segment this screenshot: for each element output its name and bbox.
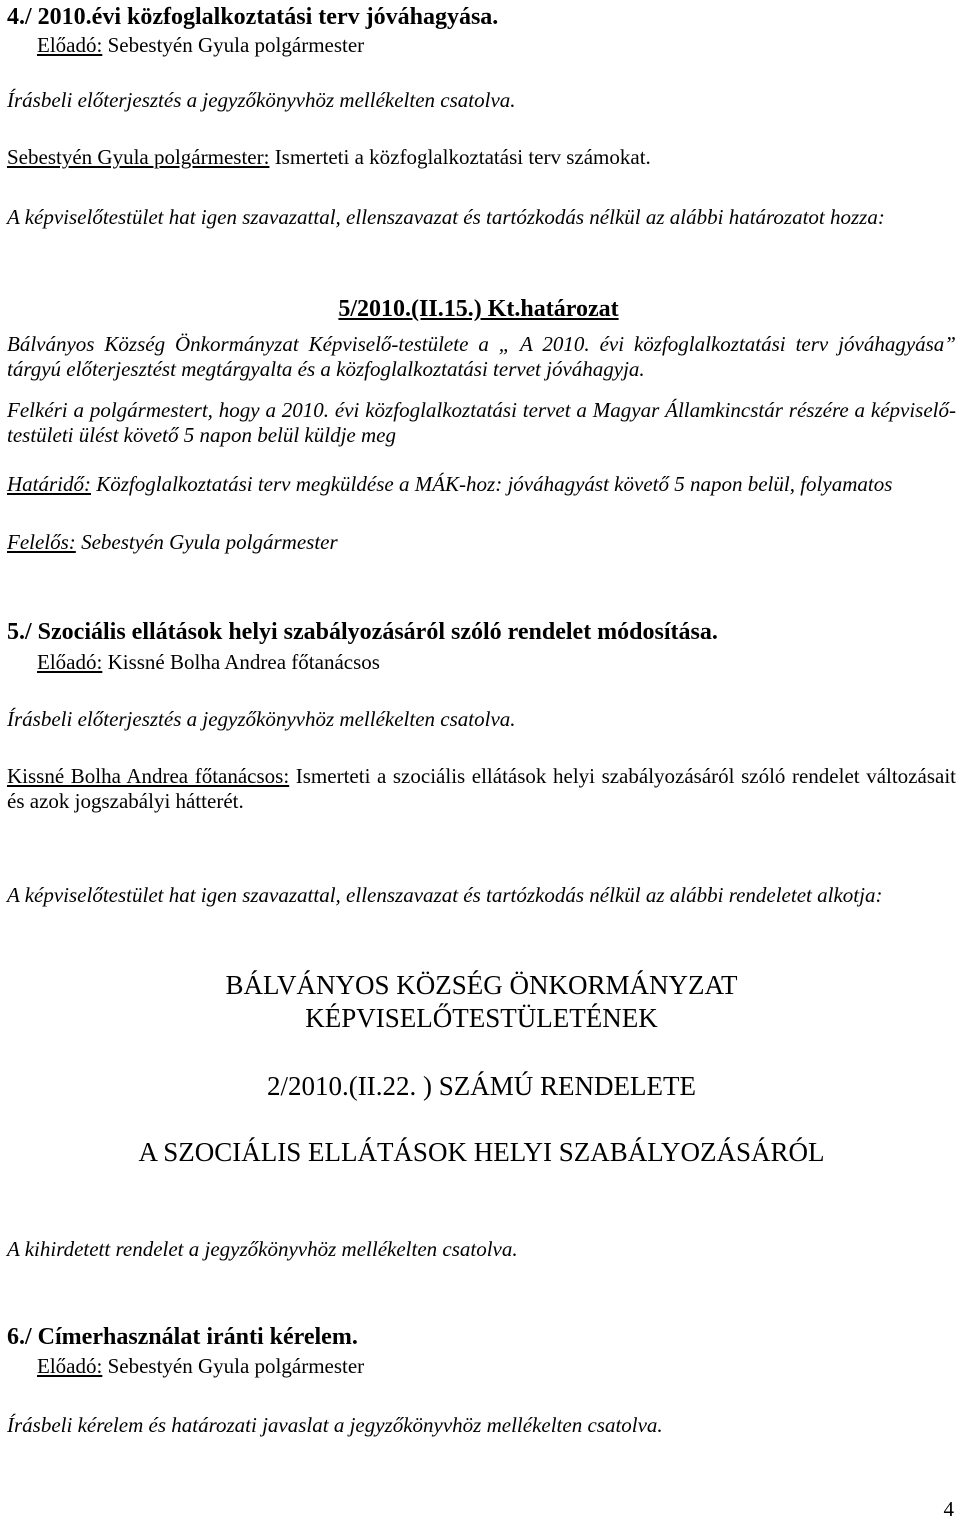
speaker-text: Ismerteti a közfoglalkoztatási terv számokat. (269, 145, 651, 169)
item5-speaker (7, 764, 956, 814)
decree-header (7, 969, 956, 1035)
resolution-deadline (7, 472, 956, 497)
item6-presenter (7, 1354, 956, 1379)
written-note-text: Írásbeli előterjesztés a jegyzőkönyvhöz mellékelten csatolva. (7, 707, 516, 731)
resolution-request-text: Felkéri a polgármestert, hogy a 2010. évi közfoglalkoztatási tervet a Magyar Államkincstár részére a képviselő-testületi ülést követő 5 napon belül küldje meg (7, 398, 956, 447)
resolution-responsible (7, 530, 956, 555)
item5-written-note (7, 707, 956, 732)
presenter-name: Sebestyén Gyula polgármester (102, 1354, 365, 1378)
item4-presenter (7, 33, 956, 58)
written-note-text: Írásbeli előterjesztés a jegyzőkönyvhöz mellékelten csatolva. (7, 88, 516, 112)
resolution-number-text: 5/2010.(II.15.) Kt.határozat (338, 296, 619, 322)
resolution-body-text: Bálványos Község Önkormányzat Képviselő-testülete a „ A 2010. évi közfoglalkoztatási terv jóváhagyása” tárgyú előterjesztést megtárgyalta és a közfoglalkoztatási tervet jóváhagyja. (7, 332, 956, 381)
decree-subject (7, 1136, 956, 1169)
item5-title (7, 617, 956, 647)
item5-vote (7, 883, 956, 908)
speaker-label: Kissné Bolha Andrea főtanácsos: (7, 764, 290, 788)
decree-announced-text: A kihirdetett rendelet a jegyzőkönyvhöz mellékelten csatolva. (7, 1237, 518, 1261)
decree-line1: BÁLVÁNYOS KÖZSÉG ÖNKORMÁNYZAT (225, 970, 738, 1000)
speaker-text: Ismerteti a szociális ellátások helyi szabályozásáról szóló rendelet változásait és azok jogszabályi hátterét. (7, 764, 956, 813)
decree-line2: KÉPVISELŐTESTÜLETÉNEK (305, 1003, 658, 1033)
presenter-label: Előadó: (37, 1354, 103, 1378)
item6-written-note (7, 1413, 956, 1438)
resolution-number (4, 294, 953, 324)
decree-number-text: 2/2010.(II.22. ) SZÁMÚ RENDELETE (267, 1071, 696, 1101)
presenter-name: Kissné Bolha Andrea főtanácsos (102, 650, 380, 674)
presenter-label: Előadó: (37, 33, 103, 57)
decree-number (7, 1070, 956, 1103)
responsible-label: Felelős: (7, 530, 76, 554)
vote-text: A képviselőtestület hat igen szavazattal, ellenszavazat és tartózkodás nélkül az alábbi rendeletet alkotja: (7, 883, 883, 907)
item4-title-text: 4./ 2010.évi közfoglalkoztatási terv jóváhagyása. (7, 4, 499, 30)
speaker-label: Sebestyén Gyula polgármester: (7, 145, 270, 169)
vote-text: A képviselőtestület hat igen szavazattal, ellenszavazat és tartózkodás nélkül az alábbi határozatot hozza: (7, 205, 885, 229)
item6-title-text: 6./ Címerhasználat iránti kérelem. (7, 1324, 358, 1350)
item5-presenter (7, 650, 956, 675)
item4-written-note (7, 88, 956, 113)
decree-announced (7, 1237, 956, 1262)
resolution-body (7, 332, 956, 382)
page-number: 4 (943, 1497, 954, 1521)
presenter-label: Előadó: (37, 650, 103, 674)
resolution-request (7, 398, 956, 448)
responsible-text: Sebestyén Gyula polgármester (75, 530, 338, 554)
decree-subject-text: A SZOCIÁLIS ELLÁTÁSOK HELYI SZABÁLYOZÁSÁRÓL (138, 1137, 825, 1167)
written-note-text: Írásbeli kérelem és határozati javaslat a jegyzőkönyvhöz mellékelten csatolva. (7, 1413, 663, 1437)
item5-title-text: 5./ Szociális ellátások helyi szabályozásáról szóló rendelet módosítása. (7, 619, 718, 645)
item4-title (7, 2, 956, 32)
item4-speaker (7, 145, 956, 170)
deadline-label: Határidő: (7, 472, 91, 496)
item6-title (7, 1322, 956, 1352)
item4-vote (7, 205, 956, 230)
presenter-name: Sebestyén Gyula polgármester (102, 33, 365, 57)
deadline-text: Közfoglalkoztatási terv megküldése a MÁK-hoz: jóváhagyást követő 5 napon belül, folyamatos (91, 472, 893, 496)
